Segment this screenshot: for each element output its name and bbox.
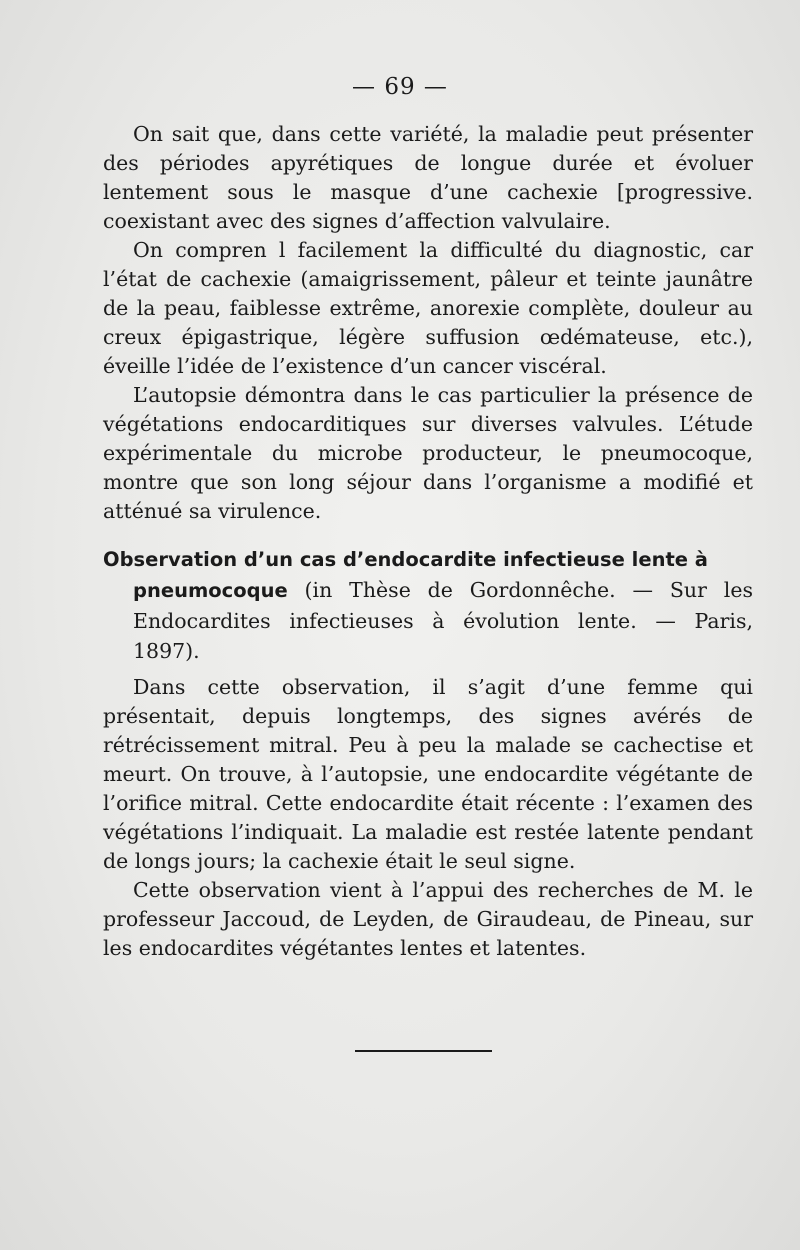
end-rule-divider — [355, 1050, 492, 1052]
heading-continuation — [103, 575, 753, 666]
heading-bold-line-1: Observation d’un cas d’endocardite infectieuse lente à — [103, 548, 708, 571]
text-block-observation — [103, 673, 753, 963]
paragraph: Dans cette observation, il s’agit d’une femme qui présentait, depuis longtemps, des signes avérés de rétrécissement mitral. Peu à peu la malade se cachectise et meurt. On trouve, à l’autopsie, une endocardite végétante de l’orifice mitral. Cette endocardite était récente : l’examen des végétations l’indiquait. La maladie est restée latente pendant de longs jours; la cachexie était le seul signe. — [103, 675, 753, 873]
heading-citation: (in Thèse de Gordonnêche. — Sur les Endocardites infectieuses à évolution lente. — Paris, 1897). — [133, 578, 753, 663]
text-block-intro — [103, 120, 753, 526]
paragraph: On compren l facilement la difficulté du diagnostic, car l’état de cachexie (amaigrissement, pâleur et teinte jaunâtre de la peau, faiblesse extrême, anorexie complète, douleur au creux épigastrique, légère suffusion œdémateuse, etc.), éveille l’idée de l’existence d’un cancer viscéral. — [103, 238, 753, 378]
heading-bold-line-2: pneumocoque — [133, 579, 288, 602]
paragraph: L’autopsie démontra dans le cas particulier la présence de végétations endocarditiques sur diverses valvules. L’étude expérimentale du microbe producteur, le pneumocoque, montre que son long séjour dans l’organisme a modifié et atténué sa virulence. — [103, 383, 753, 523]
paragraph: Cette observation vient à l’appui des recherches de M. le professeur Jaccoud, de Leyden, de Giraudeau, de Pineau, sur les endocardites végétantes lentes et latentes. — [103, 878, 753, 960]
paragraph: On sait que, dans cette variété, la maladie peut présenter des périodes apyrétiques de longue durée et évoluer lentement sous le masque d’une cachexie [progressive. coexistant avec des signes d’affection valvulaire. — [103, 122, 753, 233]
page-number: — 69 — — [352, 74, 448, 100]
observation-heading — [103, 544, 753, 666]
